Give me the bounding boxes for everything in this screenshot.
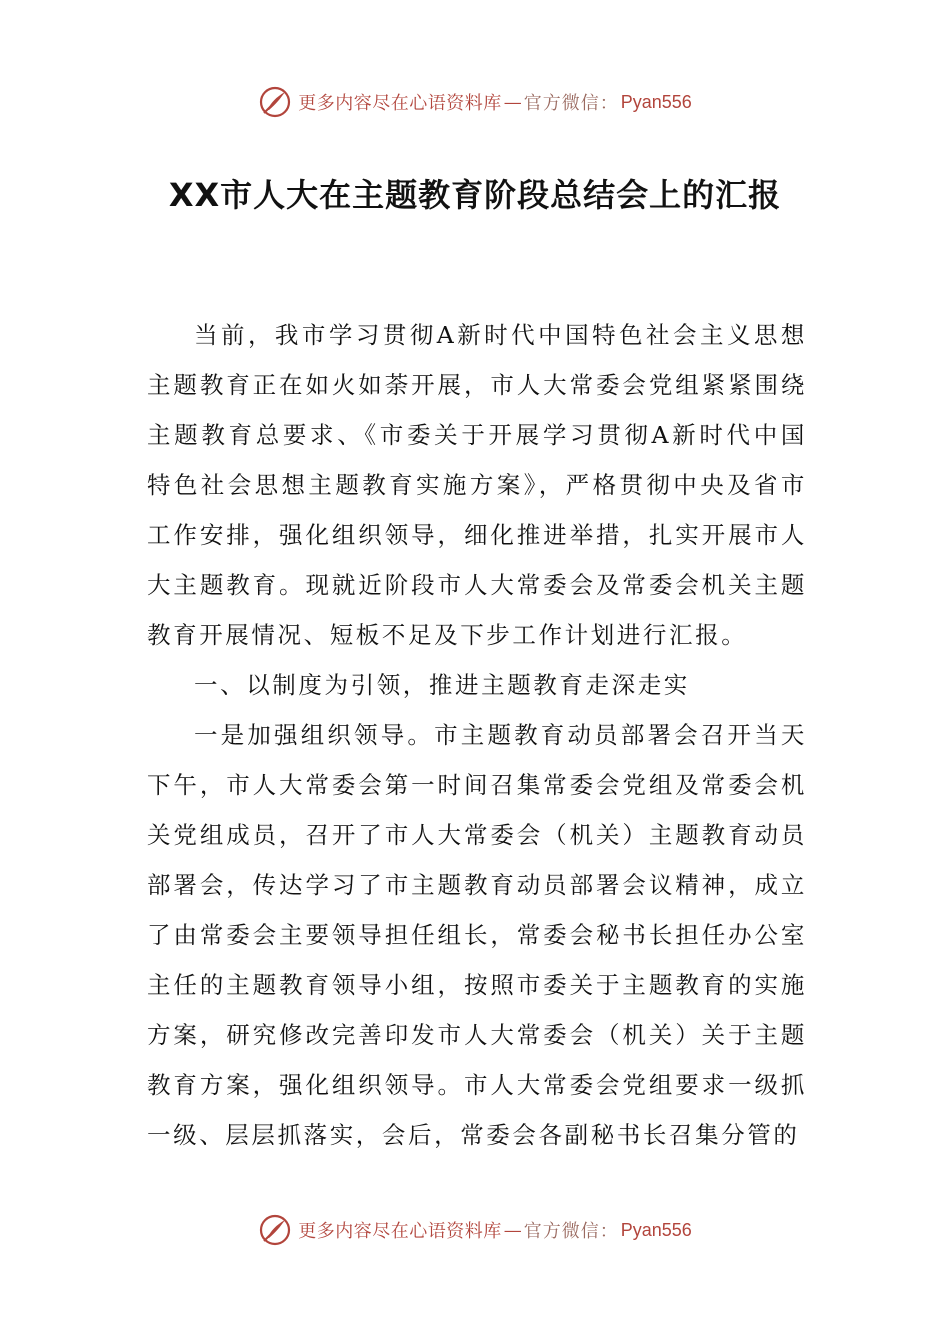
- footer-watermark-banner: [0, 1210, 950, 1250]
- header-watermark-banner: [0, 82, 950, 122]
- banner-separator: —: [503, 1219, 522, 1241]
- intro-paragraph: 当前，我市学习贯彻A新时代中国特色社会主义思想主题教育正在如火如荼开展，市人大常委会党组紧紧围绕主题教育总要求、《市委关于开展学习贯彻A新时代中国特色社会思想主题教育实施方案》，严格贯彻中央及省市工作安排，强化组织领导，细化推进举措，扎实开展市人大主题教育。现就近阶段市人大常委会及常委会机关主题教育开展情况、短板不足及下步工作计划进行汇报。: [147, 321, 807, 649]
- banner-main-text: 更多内容尽在心语资料库: [298, 1221, 502, 1242]
- banner-main-text: 更多内容尽在心语资料库: [298, 93, 502, 114]
- quill-logo-icon: [258, 85, 292, 119]
- section-heading: 一、以制度为引领，推进主题教育走深走实: [194, 671, 690, 699]
- document-title: XX市人大在主题教育阶段总结会上的汇报: [168, 176, 782, 214]
- banner-official-label: 官方微信：: [523, 1221, 619, 1242]
- quill-logo-icon: [258, 1213, 292, 1247]
- banner-wechat-id: Pyan556: [620, 91, 692, 112]
- banner-separator: —: [503, 91, 522, 113]
- body-paragraph: 一是加强组织领导。市主题教育动员部署会召开当天下午，市人大常委会第一时间召集常委会党组及常委会机关党组成员，召开了市人大常委会（机关）主题教育动员部署会，传达学习了市主题教育动员部署会议精神，成立了由常委会主要领导担任组长，常委会秘书长担任办公室主任的主题教育领导小组，按照市委关于主题教育的实施方案，研究修改完善印发市人大常委会（机关）关于主题教育方案，强化组织领导。市人大常委会党组要求一级抓一级、层层抓落实，会后，常委会各副秘书长召集分管的: [147, 721, 807, 1149]
- document-body: [147, 310, 807, 1160]
- banner-official-label: 官方微信：: [523, 93, 619, 114]
- banner-wechat-id: Pyan556: [620, 1219, 692, 1240]
